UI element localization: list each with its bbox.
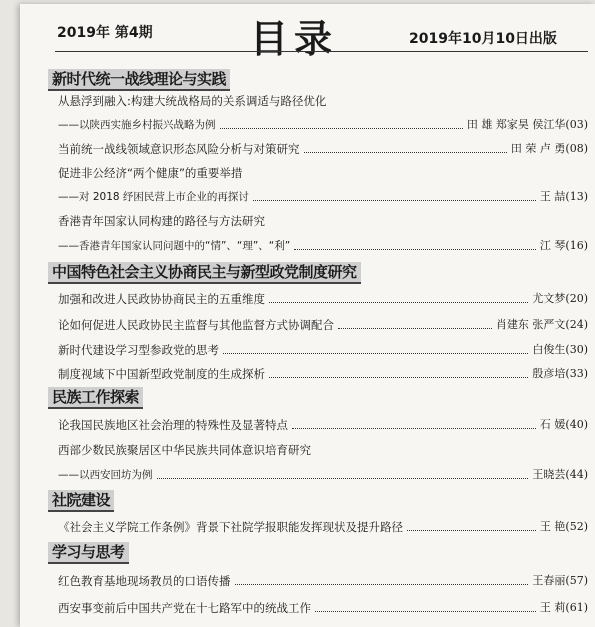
leader-dots bbox=[157, 478, 529, 479]
toc-entry[interactable] bbox=[58, 290, 588, 308]
leader-dots bbox=[304, 152, 507, 153]
leader-dots bbox=[223, 353, 528, 354]
entry-author: 王晓芸(44) bbox=[532, 468, 588, 481]
toc-entry[interactable] bbox=[58, 164, 588, 182]
toc-entry[interactable] bbox=[58, 416, 588, 434]
entry-title: 西部少数民族聚居区中华民族共同体意识培育研究 bbox=[58, 443, 311, 457]
entry-title: 加强和改进人民政协协商民主的五重维度 bbox=[58, 292, 265, 306]
header-divider bbox=[55, 51, 588, 52]
toc-entry[interactable] bbox=[58, 212, 588, 230]
issue-number: 2019年 第4期 bbox=[57, 25, 153, 41]
entry-author: 江 琴(16) bbox=[539, 239, 588, 252]
toc-entry[interactable] bbox=[58, 237, 588, 255]
entry-author: 王春丽(57) bbox=[532, 574, 588, 587]
toc-entry[interactable] bbox=[58, 116, 588, 134]
entry-title: 论如何促进人民政协民主监督与其他监督方式协调配合 bbox=[58, 318, 334, 332]
entry-title: 从悬浮到融入:构建大统战格局的关系调适与路径优化 bbox=[58, 94, 327, 108]
entry-author: 王 艳(52) bbox=[539, 520, 588, 533]
toc-entry[interactable] bbox=[58, 92, 588, 110]
entry-title: 红色教育基地现场教员的口语传播 bbox=[58, 574, 231, 588]
toc-entry[interactable] bbox=[58, 518, 588, 536]
entry-title: 当前统一战线领域意识形态风险分析与对策研究 bbox=[58, 142, 300, 156]
entry-title: 制度视域下中国新型政党制度的生成探析 bbox=[58, 367, 265, 381]
entry-author: 肖建东 张严文(24) bbox=[495, 318, 588, 331]
toc-entry[interactable] bbox=[58, 341, 588, 359]
leader-dots bbox=[294, 249, 536, 250]
entry-title: 香港青年国家认同构建的路径与方法研究 bbox=[58, 214, 265, 228]
entry-author: 田 荣 卢 勇(08) bbox=[510, 142, 588, 155]
publish-date: 2019年10月10日出版 bbox=[409, 31, 557, 47]
leader-dots bbox=[292, 428, 536, 429]
entry-title: 新时代建设学习型参政党的思考 bbox=[58, 343, 219, 357]
leader-dots bbox=[253, 200, 536, 201]
entry-author: 殷彦培(33) bbox=[532, 367, 588, 380]
entry-author: 石 媛(40) bbox=[539, 418, 588, 431]
entry-author: 白俊生(30) bbox=[532, 343, 588, 356]
leader-dots bbox=[269, 377, 528, 378]
entry-subtitle: ——香港青年国家认同问题中的“情”、“理”、“利” bbox=[58, 240, 291, 252]
toc-entry[interactable] bbox=[58, 365, 588, 383]
entry-subtitle: ——以陕西实施乡村振兴战略为例 bbox=[58, 119, 216, 131]
leader-dots bbox=[338, 328, 492, 329]
section-heading: 中国特色社会主义协商民主与新型政党制度研究 bbox=[48, 262, 361, 284]
section-heading: 新时代统一战线理论与实践 bbox=[48, 69, 230, 91]
entry-subtitle: ——对 2018 纾困民营上市企业的再探讨 bbox=[58, 191, 249, 203]
entry-title: 西安事变前后中国共产党在十七路军中的统战工作 bbox=[58, 601, 311, 615]
section-heading: 社院建设 bbox=[48, 490, 114, 512]
leader-dots bbox=[220, 128, 463, 129]
toc-page bbox=[20, 4, 595, 627]
entry-title: 促进非公经济“两个健康”的重要举措 bbox=[58, 166, 243, 180]
toc-entry[interactable] bbox=[58, 466, 588, 484]
toc-entry[interactable] bbox=[58, 188, 588, 206]
leader-dots bbox=[235, 584, 529, 585]
leader-dots bbox=[269, 302, 528, 303]
toc-entry[interactable] bbox=[58, 140, 588, 158]
entry-subtitle: ——以西安回坊为例 bbox=[58, 469, 153, 481]
section-heading: 民族工作探索 bbox=[48, 387, 143, 409]
entry-author: 王 喆(13) bbox=[539, 190, 588, 203]
entry-author: 田 雄 郑家昊 侯江华(03) bbox=[466, 118, 588, 131]
toc-entry[interactable] bbox=[58, 441, 588, 459]
section-heading: 学习与思考 bbox=[48, 542, 129, 564]
entry-author: 尤文梦(20) bbox=[532, 292, 588, 305]
toc-entry[interactable] bbox=[58, 316, 588, 334]
leader-dots bbox=[407, 530, 536, 531]
entry-author: 王 莉(61) bbox=[539, 601, 588, 614]
leader-dots bbox=[315, 611, 536, 612]
entry-title: 论我国民族地区社会治理的特殊性及显著特点 bbox=[58, 418, 288, 432]
toc-entry[interactable] bbox=[58, 599, 588, 617]
toc-entry[interactable] bbox=[58, 572, 588, 590]
page-title: 目录 bbox=[250, 16, 339, 61]
entry-title: 《社会主义学院工作条例》背景下社院学报职能发挥现状及提升路径 bbox=[58, 520, 403, 534]
